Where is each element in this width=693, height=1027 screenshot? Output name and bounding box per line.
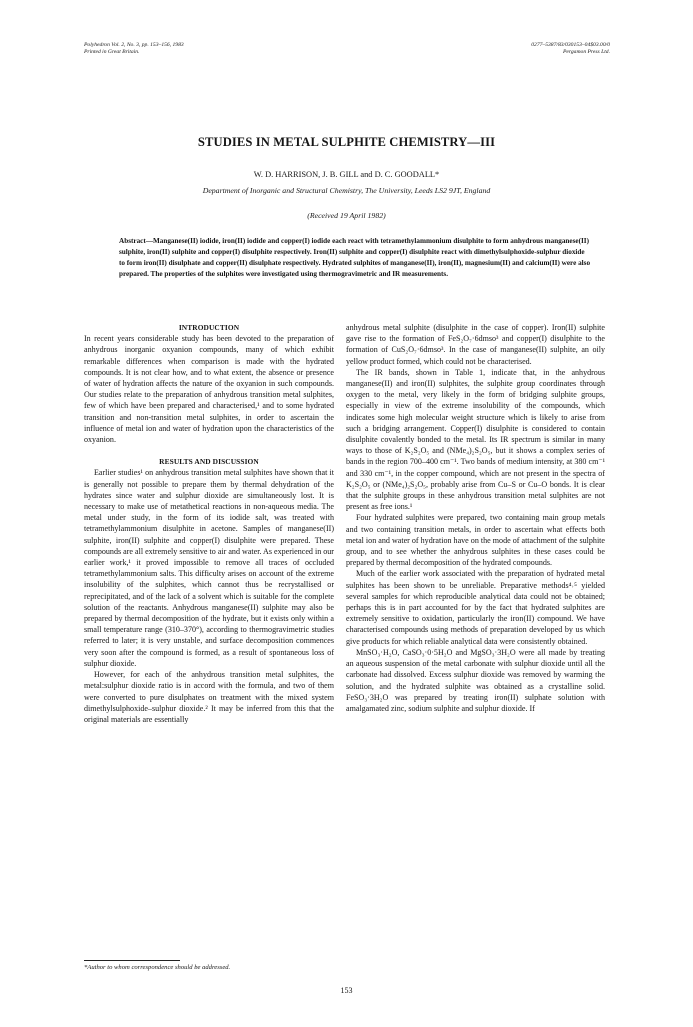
page-number: 153 — [340, 986, 353, 995]
publisher-name: Pergamon Press Ltd. — [563, 49, 610, 55]
article-code: 0277–5387/83/030153–04$03.00/0 — [531, 42, 610, 48]
introduction-heading: INTRODUCTION — [178, 323, 240, 332]
left-column — [84, 322, 334, 725]
received-date: (Received 19 April 1982) — [307, 211, 386, 220]
right-column — [346, 322, 605, 714]
body-paragraph: However, for each of the anhydrous transition metal sulphites, the metal:sulphur dioxide ratio is in accord with the formula, and two of them were converted to pure disulphates on treatment with the mixed system dimethylsulphoxide–sulphur dioxide.² It may be inferred from this that the original materials are essentially — [84, 670, 334, 724]
introduction-paragraph: In recent years considerable study has been devoted to the preparation of anhydrous inorganic oxyanion compounds, many of which exhibit remarkable differences when comparison is made with the hydrated compounds. It is not clear how, and to what extent, the absence or presence of water of hydration affects the nature of the oxyanion in such compounds. Our studies relate to the preparation of anhydrous transition metal sulphites, few of which have been prepared and characterised,¹ and to some hydrated transition and non-transition metal sulphites, in order to ascertain the influence of metal ion and water of hydration upon the characteristics of the oxyanion. — [84, 334, 334, 445]
paper-title: STUDIES IN METAL SULPHITE CHEMISTRY—III — [197, 135, 496, 149]
author-list: W. D. HARRISON, J. B. GILL and D. C. GOODALL* — [253, 170, 440, 179]
footnote-divider — [84, 960, 180, 961]
abstract-label: Abstract — [119, 237, 146, 245]
body-paragraph: Earlier studies¹ on anhydrous transition metal sulphites have shown that it is generally not possible to prepare them by thermal dehydration of the hydrates since water and sulphur dioxide are simultaneously lost. It is necessary to make use of metathetical reactions in non-aqueous media. The metal under study, in the form of its iodide salt, was treated with tetramethylammonium disulphite in acetone. Samples of manganese(II) sulphite, iron(II) sulphite and copper(I) disulphite were prepared. These compounds are all extremely sensitive to air and water. As experienced in our earlier work,¹ it proved impossible to remove all traces of occluded tetramethylammonium salts. This difficulty arises on account of the extreme insolubility of the sulphites, which cannot thus be recrystallised or reprecipitated, and of the lack of a solvent which is suitable for the complete solution of the reactants. Anhydrous manganese(II) sulphite may also be prepared by thermal decomposition of the hydrate, but it exists only within a small temperature range (310–370°), according to thermogravimetric studies referred to later; it is very unstable, and surface decomposition commences very soon after the compound is formed, as a result of spontaneous loss of sulphur dioxide. — [84, 468, 334, 668]
correspondence-footnote: *Author to whom correspondence should be addressed. — [84, 964, 231, 971]
journal-citation-line: Polyhedron Vol. 2, No. 3, pp. 153–156, 1983 — [84, 42, 184, 48]
affiliation: Department of Inorganic and Structural Chemistry, The University, Leeds LS2 9JT, England — [202, 186, 491, 195]
body-paragraph: Much of the earlier work associated with the preparation of hydrated metal sulphites has been shown to be unreliable. Preparative methods⁴˒⁵ yielded several samples for which reproducible analytical data could not be obtained; perhaps this is in part accounted for by the fact that hydrated sulphites are extremely sensitive to oxidation, particularly the iron(II) compound. We have characterised compounds using methods of preparation developed by us which give products for which reliable analytical data were consistently obtained. — [346, 569, 605, 646]
journal-citation — [84, 42, 184, 56]
publisher-info — [531, 42, 610, 56]
body-paragraph: Four hydrated sulphites were prepared, two containing main group metals and two containing transition metals, in order to ascertain what effects both metal ion and water of hydration have on the mode of attachment of the sulphite group, and to see whether the anhydrous sulphites in these cases could be prepared by thermal decomposition of the hydrated compounds. — [346, 513, 605, 568]
results-heading: RESULTS AND DISCUSSION — [159, 457, 259, 467]
printed-in-line: Printed in Great Britain. — [84, 49, 140, 55]
body-paragraph: anhydrous metal sulphite (disulphite in the case of copper). Iron(II) sulphite gave rise to the formation of FeS₂O₇·6dmso³ and copper(I) disulphite to the formation of CuS₂O₇·6dmso³. In the case of manganese(II) sulphite, an oily yellow product formed, which could not be characterised. — [346, 323, 605, 366]
body-paragraph: The IR bands, shown in Table 1, indicate that, in the anhydrous manganese(II) and iron(II) sulphites, the sulphite group coordinates through oxygen to the metal, very likely in the form of bridging sulphite groups, especially in view of the extreme insolubility of the compounds, which indicates some high molecular weight structure which is likely to arise from such a bridging arrangement. Copper(I) disulphite is considered to contain disulphite covalently bonded to the metal. Its IR spectrum is similar in many ways to those of K₂S₂O₅ and (NMe₄)₂S₂O₅, but it shows a complex series of bands in the region 700–400 cm⁻¹. Two bands of medium intensity, at 380 cm⁻¹ and 330 cm⁻¹, in the copper compound, which are not present in the spectra of K₂S₂O₅ or (NMe₄)₂S₂O₅, probably arise from Cu–S or Cu–O bonds. It is clear that the sulphite groups in these anhydrous transition metal sulphites are not present as free ions.¹ — [346, 367, 605, 512]
body-paragraph: MnSO₃·H₂O, CaSO₃·0·5H₂O and MgSO₃·3H₂O were all made by treating an aqueous suspension of the metal carbonate with sulphur dioxide until all the carbonate had dissolved. Excess sulphur dioxide was removed by warming the solution, and the hydrated sulphite was obtained as a crystalline solid. FeSO₃·3H₂O was prepared by treating iron(II) sulphate solution with amalgamated zinc, sodium sulphite and sulphur dioxide. If — [346, 647, 605, 713]
abstract-text: —Manganese(II) iodide, iron(II) iodide and copper(I) iodide each react with tetramethylammonium disulphite to form anhydrous manganese(II) sulphite, iron(II) sulphite and copper(I) disulphite respectively. Iron(II) sulphite and copper(I) disulphite react with dimethylsulphoxide-sulphur dioxide to form iron(II) disulphate and copper(II) disulphate respectively. Hydrated sulphites of manganese(II), iron(II), magnesium(II) and calcium(II) were also prepared. The properties of the sulphites were investigated using thermogravimetric and IR measurements. — [119, 237, 591, 278]
abstract — [119, 236, 591, 280]
